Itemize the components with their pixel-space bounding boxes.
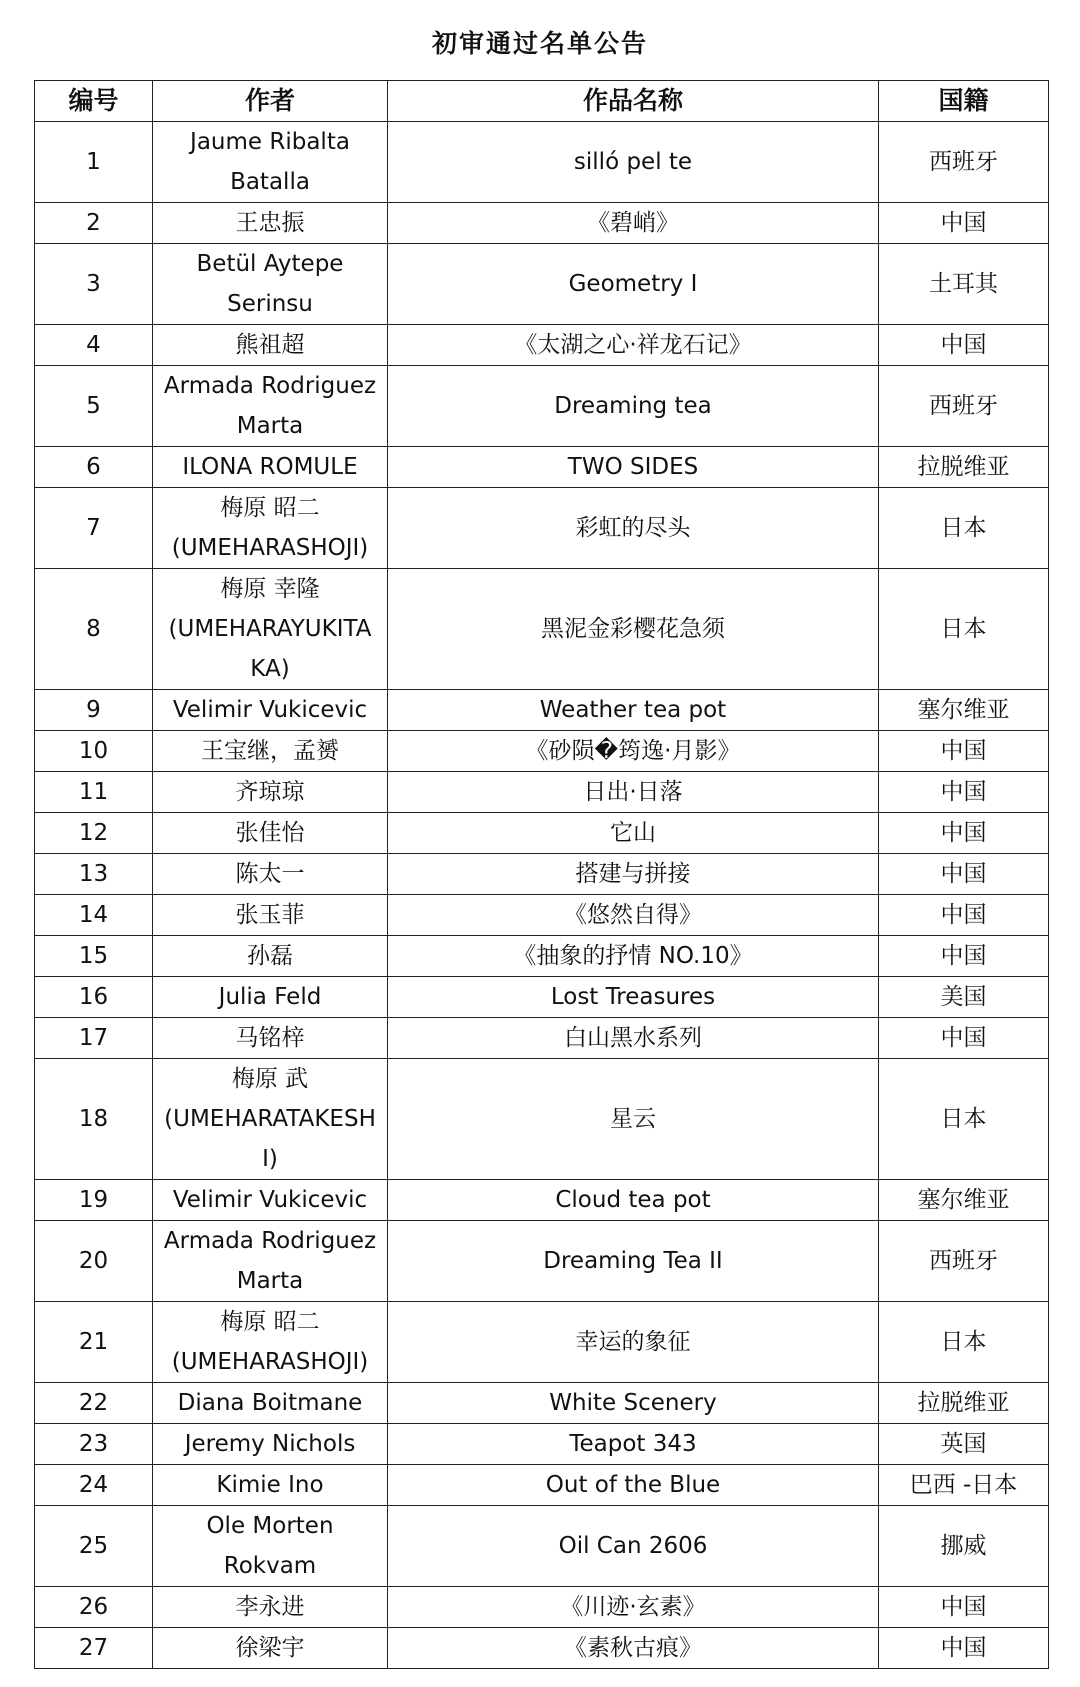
cell-work-title: 彩虹的尽头 bbox=[388, 488, 879, 569]
cell-number: 8 bbox=[35, 569, 153, 690]
cell-work-title: 《川迹·玄素》 bbox=[388, 1587, 879, 1628]
table-row bbox=[35, 936, 1049, 977]
cell-number: 27 bbox=[35, 1628, 153, 1669]
author-line: Armada Rodriguez bbox=[163, 373, 377, 399]
cell-nationality: 中国 bbox=[879, 203, 1049, 244]
approved-list-table bbox=[34, 80, 1049, 1669]
cell-nationality: 西班牙 bbox=[879, 366, 1049, 447]
table-row bbox=[35, 569, 1049, 690]
author-line: (UMEHARASHOJI) bbox=[171, 1349, 369, 1375]
cell-nationality: 日本 bbox=[879, 1302, 1049, 1383]
table-row bbox=[35, 1506, 1049, 1587]
cell-nationality: 日本 bbox=[879, 569, 1049, 690]
cell-author bbox=[153, 1059, 388, 1180]
cell-author bbox=[153, 488, 388, 569]
cell-nationality: 中国 bbox=[879, 895, 1049, 936]
author-line: 梅原 武 bbox=[231, 1066, 309, 1092]
author-line: 孙磊 bbox=[247, 943, 293, 969]
cell-nationality: 塞尔维亚 bbox=[879, 1180, 1049, 1221]
table-row bbox=[35, 244, 1049, 325]
cell-author bbox=[153, 977, 388, 1018]
cell-work-title: 搭建与拼接 bbox=[388, 854, 879, 895]
cell-author bbox=[153, 1302, 388, 1383]
cell-nationality: 挪威 bbox=[879, 1506, 1049, 1587]
cell-nationality: 西班牙 bbox=[879, 122, 1049, 203]
table-row bbox=[35, 447, 1049, 488]
author-line: 梅原 昭二 bbox=[220, 1309, 320, 1335]
cell-nationality: 日本 bbox=[879, 1059, 1049, 1180]
table-row bbox=[35, 772, 1049, 813]
cell-nationality: 土耳其 bbox=[879, 244, 1049, 325]
author-line: Marta bbox=[236, 413, 304, 439]
author-line: Jeremy Nichols bbox=[184, 1431, 356, 1457]
cell-work-title: Out of the Blue bbox=[388, 1465, 879, 1506]
table-row bbox=[35, 366, 1049, 447]
cell-nationality: 日本 bbox=[879, 488, 1049, 569]
cell-number: 14 bbox=[35, 895, 153, 936]
author-line: 徐梁宇 bbox=[235, 1635, 305, 1661]
cell-work-title: 黑泥金彩樱花急须 bbox=[388, 569, 879, 690]
cell-work-title: Dreaming Tea II bbox=[388, 1221, 879, 1302]
cell-work-title: 白山黑水系列 bbox=[388, 1018, 879, 1059]
cell-nationality: 西班牙 bbox=[879, 1221, 1049, 1302]
cell-nationality: 巴西 -日本 bbox=[879, 1465, 1049, 1506]
author-line: Armada Rodriguez bbox=[163, 1228, 377, 1254]
author-line: 李永进 bbox=[235, 1594, 305, 1620]
author-line: 陈太一 bbox=[235, 861, 305, 887]
author-line: 张玉菲 bbox=[235, 902, 305, 928]
cell-number: 26 bbox=[35, 1587, 153, 1628]
cell-author bbox=[153, 895, 388, 936]
cell-work-title: Lost Treasures bbox=[388, 977, 879, 1018]
table-row bbox=[35, 690, 1049, 731]
table-row bbox=[35, 1018, 1049, 1059]
cell-work-title: Geometry I bbox=[388, 244, 879, 325]
cell-work-title: 《抽象的抒情 NO.10》 bbox=[388, 936, 879, 977]
cell-author bbox=[153, 1424, 388, 1465]
table-row bbox=[35, 1628, 1049, 1669]
cell-work-title: 《素秋古痕》 bbox=[388, 1628, 879, 1669]
cell-work-title: Teapot 343 bbox=[388, 1424, 879, 1465]
cell-author bbox=[153, 936, 388, 977]
cell-nationality: 塞尔维亚 bbox=[879, 690, 1049, 731]
cell-author bbox=[153, 690, 388, 731]
author-line: 张佳怡 bbox=[235, 820, 305, 846]
cell-author bbox=[153, 1180, 388, 1221]
cell-number: 18 bbox=[35, 1059, 153, 1180]
cell-number: 4 bbox=[35, 325, 153, 366]
author-line: 马铭梓 bbox=[235, 1025, 305, 1051]
header-work-title: 作品名称 bbox=[388, 81, 879, 122]
cell-nationality: 中国 bbox=[879, 772, 1049, 813]
cell-number: 17 bbox=[35, 1018, 153, 1059]
cell-number: 22 bbox=[35, 1383, 153, 1424]
author-line: Marta bbox=[236, 1268, 304, 1294]
cell-author bbox=[153, 447, 388, 488]
cell-work-title: 《悠然自得》 bbox=[388, 895, 879, 936]
cell-nationality: 中国 bbox=[879, 325, 1049, 366]
author-line: 梅原 昭二 bbox=[220, 495, 320, 521]
author-line: 王忠振 bbox=[235, 210, 305, 236]
cell-work-title: silló pel te bbox=[388, 122, 879, 203]
header-author: 作者 bbox=[153, 81, 388, 122]
cell-number: 13 bbox=[35, 854, 153, 895]
author-line: Batalla bbox=[230, 169, 310, 195]
author-line: 梅原 幸隆 bbox=[220, 576, 320, 602]
header-nationality: 国籍 bbox=[879, 81, 1049, 122]
cell-work-title: Weather tea pot bbox=[388, 690, 879, 731]
header-number: 编号 bbox=[35, 81, 153, 122]
cell-number: 6 bbox=[35, 447, 153, 488]
cell-work-title: 《碧峭》 bbox=[388, 203, 879, 244]
cell-nationality: 中国 bbox=[879, 1628, 1049, 1669]
table-row bbox=[35, 813, 1049, 854]
cell-nationality: 中国 bbox=[879, 813, 1049, 854]
cell-work-title: 幸运的象征 bbox=[388, 1302, 879, 1383]
cell-author bbox=[153, 244, 388, 325]
cell-author bbox=[153, 854, 388, 895]
table-row bbox=[35, 1302, 1049, 1383]
cell-author bbox=[153, 1383, 388, 1424]
table-row bbox=[35, 203, 1049, 244]
cell-author bbox=[153, 731, 388, 772]
cell-work-title: TWO SIDES bbox=[388, 447, 879, 488]
cell-number: 10 bbox=[35, 731, 153, 772]
cell-nationality: 中国 bbox=[879, 1018, 1049, 1059]
document-title: 初审通过名单公告 bbox=[431, 29, 648, 58]
cell-number: 9 bbox=[35, 690, 153, 731]
author-line: Velimir Vukicevic bbox=[172, 697, 368, 723]
table-row bbox=[35, 1221, 1049, 1302]
table-row bbox=[35, 1180, 1049, 1221]
cell-number: 24 bbox=[35, 1465, 153, 1506]
cell-work-title: Cloud tea pot bbox=[388, 1180, 879, 1221]
table-row bbox=[35, 895, 1049, 936]
author-line: Ole Morten bbox=[206, 1513, 334, 1539]
cell-number: 11 bbox=[35, 772, 153, 813]
author-line: Betül Aytepe bbox=[196, 251, 344, 277]
cell-author bbox=[153, 366, 388, 447]
author-line: 王宝继，孟赟 bbox=[201, 738, 339, 764]
cell-work-title: 星云 bbox=[388, 1059, 879, 1180]
table-row bbox=[35, 977, 1049, 1018]
cell-nationality: 中国 bbox=[879, 731, 1049, 772]
cell-author bbox=[153, 203, 388, 244]
table-row bbox=[35, 1424, 1049, 1465]
cell-author bbox=[153, 1221, 388, 1302]
cell-author bbox=[153, 772, 388, 813]
cell-author bbox=[153, 813, 388, 854]
cell-nationality: 拉脱维亚 bbox=[879, 447, 1049, 488]
author-line: KA) bbox=[250, 656, 290, 682]
cell-number: 5 bbox=[35, 366, 153, 447]
cell-work-title: 《砂陨�筠逸·月影》 bbox=[388, 731, 879, 772]
author-line: Velimir Vukicevic bbox=[172, 1187, 368, 1213]
author-line: 熊祖超 bbox=[235, 332, 305, 358]
cell-work-title: Dreaming tea bbox=[388, 366, 879, 447]
cell-work-title: White Scenery bbox=[388, 1383, 879, 1424]
cell-author bbox=[153, 1587, 388, 1628]
cell-number: 12 bbox=[35, 813, 153, 854]
table-row bbox=[35, 1465, 1049, 1506]
cell-nationality: 中国 bbox=[879, 1587, 1049, 1628]
table-row bbox=[35, 325, 1049, 366]
cell-work-title: 它山 bbox=[388, 813, 879, 854]
author-line: Rokvam bbox=[223, 1553, 317, 1579]
cell-number: 16 bbox=[35, 977, 153, 1018]
author-line: Serinsu bbox=[227, 291, 313, 317]
author-line: I) bbox=[262, 1146, 278, 1172]
cell-work-title: 日出·日落 bbox=[388, 772, 879, 813]
cell-author bbox=[153, 122, 388, 203]
cell-number: 7 bbox=[35, 488, 153, 569]
cell-number: 2 bbox=[35, 203, 153, 244]
table-row bbox=[35, 1383, 1049, 1424]
cell-number: 25 bbox=[35, 1506, 153, 1587]
table-row bbox=[35, 122, 1049, 203]
table-row bbox=[35, 1059, 1049, 1180]
author-line: Jaume Ribalta bbox=[190, 129, 350, 155]
author-line: 齐琼琼 bbox=[235, 779, 305, 805]
table-row bbox=[35, 488, 1049, 569]
cell-number: 3 bbox=[35, 244, 153, 325]
author-line: Diana Boitmane bbox=[177, 1390, 363, 1416]
cell-number: 19 bbox=[35, 1180, 153, 1221]
cell-number: 21 bbox=[35, 1302, 153, 1383]
cell-author bbox=[153, 1506, 388, 1587]
cell-nationality: 拉脱维亚 bbox=[879, 1383, 1049, 1424]
cell-nationality: 英国 bbox=[879, 1424, 1049, 1465]
cell-work-title: 《太湖之心·祥龙石记》 bbox=[388, 325, 879, 366]
author-line: Kimie Ino bbox=[216, 1472, 324, 1498]
cell-author bbox=[153, 569, 388, 690]
table-header-row bbox=[35, 81, 1049, 122]
table-row bbox=[35, 854, 1049, 895]
cell-number: 20 bbox=[35, 1221, 153, 1302]
cell-nationality: 中国 bbox=[879, 936, 1049, 977]
cell-work-title: Oil Can 2606 bbox=[388, 1506, 879, 1587]
table-row bbox=[35, 1587, 1049, 1628]
cell-number: 15 bbox=[35, 936, 153, 977]
cell-author bbox=[153, 1465, 388, 1506]
author-line: (UMEHARASHOJI) bbox=[171, 535, 369, 561]
cell-author bbox=[153, 325, 388, 366]
author-line: Julia Feld bbox=[218, 984, 322, 1010]
author-line: ILONA ROMULE bbox=[182, 454, 358, 480]
cell-number: 23 bbox=[35, 1424, 153, 1465]
author-line: (UMEHARATAKESH bbox=[164, 1106, 376, 1132]
author-line: (UMEHARAYUKITA bbox=[168, 616, 372, 642]
cell-nationality: 中国 bbox=[879, 854, 1049, 895]
cell-author bbox=[153, 1628, 388, 1669]
cell-number: 1 bbox=[35, 122, 153, 203]
cell-author bbox=[153, 1018, 388, 1059]
cell-nationality: 美国 bbox=[879, 977, 1049, 1018]
table-row bbox=[35, 731, 1049, 772]
